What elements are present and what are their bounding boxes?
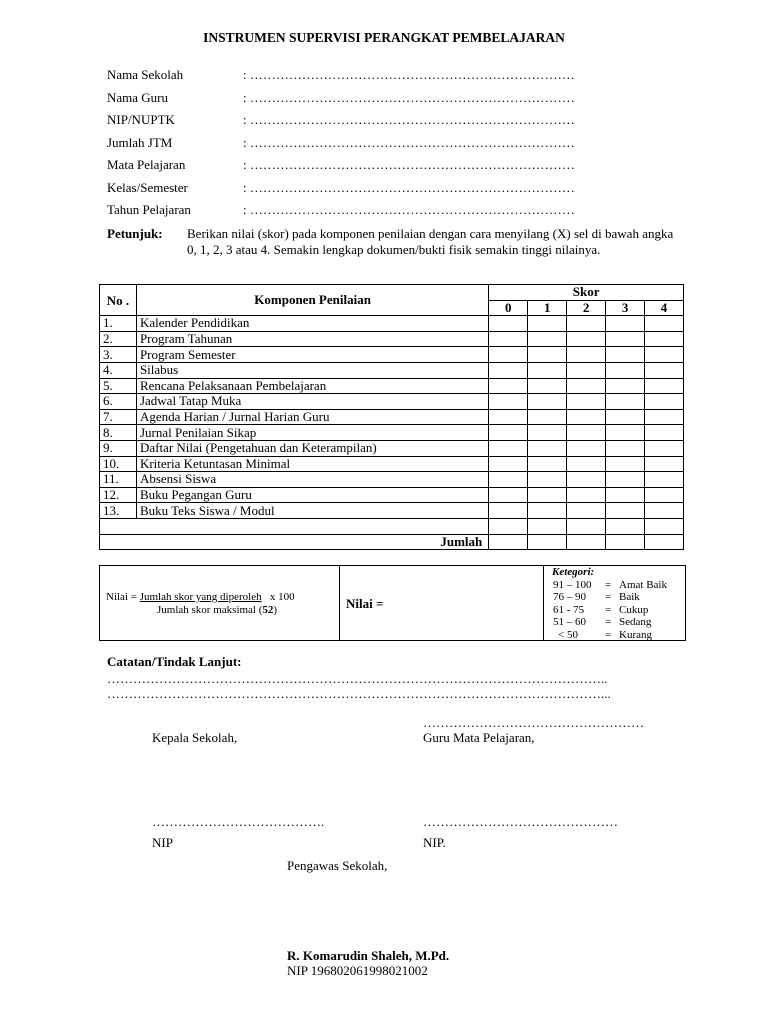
formula-prefix: Nilai =: [106, 591, 140, 603]
kategori-label: Cukup: [619, 603, 649, 616]
info-value[interactable]: : …………………………………………………………………: [243, 202, 575, 217]
table-row: [100, 394, 684, 410]
jumlah-cell[interactable]: [528, 534, 567, 550]
header-no: No .: [100, 285, 137, 316]
kategori-range: 91 – 100: [553, 578, 592, 591]
score-cell[interactable]: [489, 316, 528, 332]
score-cell[interactable]: [645, 362, 684, 378]
row-item: Buku Teks Siswa / Modul: [136, 503, 488, 519]
score-cell[interactable]: [528, 331, 567, 347]
score-cell[interactable]: [489, 487, 528, 503]
jumlah-cell[interactable]: [606, 534, 645, 550]
row-no: 13.: [100, 503, 137, 519]
table-row: [100, 378, 684, 394]
formula-numerator: Jumlah skor yang diperoleh: [139, 591, 262, 603]
score-cell[interactable]: [489, 503, 528, 519]
kategori-item: [552, 629, 667, 642]
petunjuk-text: Berikan nilai (skor) pada komponen penilaian dengan cara menyilang (X) sel di bawah angka 0, 1, 2, 3 atau 4. Semakin lengkap dokumen/bukti fisik semakin tinggi nilainya.: [187, 226, 674, 257]
assessment-table: [99, 284, 684, 550]
score-cell[interactable]: [567, 440, 606, 456]
kategori-eq: =: [605, 578, 612, 591]
kategori-label: Kurang: [619, 628, 652, 641]
table-row: [100, 316, 684, 332]
score-cell[interactable]: [489, 409, 528, 425]
score-cell[interactable]: [606, 362, 645, 378]
score-cell[interactable]: [606, 518, 645, 534]
row-no: 3.: [100, 347, 137, 363]
guru-mapel-label: Guru Mata Pelajaran,: [423, 730, 535, 745]
table-row-empty: [100, 518, 684, 534]
header-skor-2: 2: [567, 300, 606, 316]
row-no: 7.: [100, 409, 137, 425]
pengawas-name: R. Komarudin Shaleh, M.Pd.: [287, 948, 450, 963]
kategori-eq: =: [605, 616, 612, 628]
formula-multiplier: x 100: [269, 591, 295, 603]
info-value[interactable]: : …………………………………………………………………: [243, 134, 575, 150]
score-cell[interactable]: [489, 472, 528, 488]
score-cell[interactable]: [567, 394, 606, 410]
score-cell[interactable]: [567, 331, 606, 347]
formula-denominator-value: 52: [262, 604, 274, 616]
header-komponen: Komponen Penilaian: [136, 285, 488, 316]
table-row: [100, 456, 684, 472]
table-row: [100, 487, 684, 503]
header-skor: Skor: [489, 285, 684, 301]
table-row: [100, 425, 684, 441]
table-row-jumlah: [100, 534, 684, 550]
info-label: Jumlah JTM: [107, 134, 173, 150]
kategori-item: [552, 591, 667, 604]
row-no: 9.: [100, 440, 137, 456]
info-label: Kelas/Semester: [107, 179, 188, 195]
row-no: 2.: [100, 331, 137, 347]
score-cell[interactable]: [528, 362, 567, 378]
kepala-signature-line[interactable]: ………………………………….: [152, 814, 325, 829]
kategori-range: 51 – 60: [553, 616, 586, 628]
score-cell[interactable]: [645, 347, 684, 363]
guru-nip: NIP.: [423, 835, 446, 850]
kategori-title: Ketegori:: [552, 566, 595, 578]
score-cell[interactable]: [489, 378, 528, 394]
header-skor-3: 3: [606, 300, 645, 316]
info-row-jumlah-jtm: [107, 133, 575, 153]
kategori-range: < 50: [558, 628, 578, 641]
score-cell[interactable]: [528, 394, 567, 410]
info-value[interactable]: : …………………………………………………………………: [243, 89, 575, 105]
kategori-eq: =: [605, 628, 612, 641]
score-cell[interactable]: [606, 472, 645, 488]
row-no: 11.: [100, 472, 137, 488]
info-value[interactable]: : …………………………………………………………………: [243, 179, 575, 195]
score-cell[interactable]: [567, 347, 606, 363]
catatan-line-1[interactable]: ……………………………………………………………………………………………………..: [107, 671, 608, 686]
info-label: Nama Sekolah: [107, 67, 184, 82]
score-cell[interactable]: [606, 503, 645, 519]
info-row-nama-sekolah: [107, 65, 575, 85]
pengawas-label: Pengawas Sekolah,: [287, 858, 388, 873]
score-cell[interactable]: [645, 409, 684, 425]
score-cell[interactable]: [567, 362, 606, 378]
score-cell[interactable]: [645, 518, 684, 534]
row-item: Silabus: [136, 362, 488, 378]
score-cell[interactable]: [528, 378, 567, 394]
row-item: Daftar Nilai (Pengetahuan dan Keterampilan): [136, 440, 488, 456]
info-label: Mata Pelajaran: [107, 157, 186, 172]
row-item: Absensi Siswa: [136, 472, 488, 488]
table-row: [100, 503, 684, 519]
guru-signature-line[interactable]: ………………………………………: [423, 814, 618, 829]
score-cell[interactable]: [489, 362, 528, 378]
score-cell[interactable]: [489, 425, 528, 441]
score-cell[interactable]: [645, 425, 684, 441]
score-cell[interactable]: [567, 316, 606, 332]
row-no: 10.: [100, 456, 137, 472]
info-row-tahun-pelajaran: [107, 200, 575, 220]
score-cell[interactable]: [489, 440, 528, 456]
kategori-range: 61 - 75: [553, 603, 585, 616]
pengawas-nip: NIP 196802061998021002: [287, 963, 428, 978]
table-header-row: [100, 285, 684, 301]
score-cell[interactable]: [528, 347, 567, 363]
table-row: [100, 472, 684, 488]
score-cell[interactable]: [489, 347, 528, 363]
info-row-nama-guru: [107, 88, 575, 108]
score-cell[interactable]: [489, 331, 528, 347]
row-item: Kriteria Ketuntasan Minimal: [136, 456, 488, 472]
table-row: [100, 409, 684, 425]
info-label: Tahun Pelajaran: [107, 202, 191, 217]
info-row-mata-pelajaran: [107, 155, 575, 175]
score-cell[interactable]: [645, 394, 684, 410]
score-cell[interactable]: [528, 409, 567, 425]
score-cell[interactable]: [606, 409, 645, 425]
kategori-eq: =: [605, 603, 612, 616]
score-cell[interactable]: [489, 394, 528, 410]
nilai-formula: [106, 591, 295, 617]
formula-denominator-close: ): [273, 604, 278, 616]
score-cell[interactable]: [489, 518, 528, 534]
table-row: [100, 362, 684, 378]
formula-denominator: Jumlah skor maksimal (: [157, 604, 263, 616]
row-item: Program Tahunan: [136, 331, 488, 347]
score-cell[interactable]: [606, 487, 645, 503]
row-item: Agenda Harian / Jurnal Harian Guru: [136, 409, 488, 425]
score-cell[interactable]: [645, 378, 684, 394]
row-item: Buku Pegangan Guru: [136, 487, 488, 503]
score-cell[interactable]: [606, 425, 645, 441]
kategori-list: [552, 566, 667, 641]
divider: [543, 566, 544, 640]
row-no: 8.: [100, 425, 137, 441]
kepala-nip: NIP: [152, 835, 173, 850]
jumlah-cell[interactable]: [567, 534, 606, 550]
info-label: NIP/NUPTK: [107, 112, 175, 127]
score-cell[interactable]: [528, 425, 567, 441]
score-cell[interactable]: [645, 472, 684, 488]
score-cell[interactable]: [528, 456, 567, 472]
score-cell[interactable]: [606, 378, 645, 394]
table-row: [100, 331, 684, 347]
score-cell[interactable]: [528, 503, 567, 519]
score-cell[interactable]: [606, 440, 645, 456]
row-no: 1.: [100, 316, 137, 332]
header-skor-1: 1: [528, 300, 567, 316]
score-cell[interactable]: [606, 456, 645, 472]
jumlah-cell[interactable]: [645, 534, 684, 550]
empty-cell: [100, 518, 489, 534]
row-no: 12.: [100, 487, 137, 503]
nilai-box: [99, 565, 686, 641]
table-row: [100, 440, 684, 456]
score-cell[interactable]: [645, 503, 684, 519]
info-row-nip-nuptk: [107, 110, 575, 130]
header-skor-0: 0: [489, 300, 528, 316]
guru-dots-top: ……………………………………………: [423, 715, 644, 730]
document-title: INSTRUMEN SUPERVISI PERANGKAT PEMBELAJARAN: [203, 30, 565, 45]
score-cell[interactable]: [606, 347, 645, 363]
info-value[interactable]: : …………………………………………………………………: [243, 157, 575, 172]
score-cell[interactable]: [645, 456, 684, 472]
row-item: Kalender Pendidikan: [136, 316, 488, 332]
score-cell[interactable]: [567, 425, 606, 441]
header-skor-4: 4: [645, 300, 684, 316]
kategori-eq: =: [605, 591, 612, 603]
row-item: Jadwal Tatap Muka: [136, 394, 488, 410]
score-cell[interactable]: [567, 378, 606, 394]
jumlah-cell[interactable]: [489, 534, 528, 550]
score-cell[interactable]: [567, 487, 606, 503]
score-cell[interactable]: [567, 409, 606, 425]
row-no: 6.: [100, 394, 137, 410]
row-no: 4.: [100, 362, 137, 378]
info-value[interactable]: : …………………………………………………………………: [243, 67, 575, 82]
petunjuk-label: Petunjuk:: [107, 226, 163, 241]
score-cell[interactable]: [645, 440, 684, 456]
row-item: Rencana Pelaksanaan Pembelajaran: [136, 378, 488, 394]
kategori-label: Baik: [619, 591, 640, 603]
kategori-item: [552, 579, 667, 592]
score-cell[interactable]: [645, 316, 684, 332]
score-cell[interactable]: [528, 487, 567, 503]
info-row-kelas-semester: [107, 178, 575, 198]
kategori-label: Sedang: [619, 616, 652, 628]
score-cell[interactable]: [645, 331, 684, 347]
kategori-range: 76 – 90: [553, 591, 586, 603]
row-item: Program Semester: [136, 347, 488, 363]
score-cell[interactable]: [528, 440, 567, 456]
kategori-item: [552, 604, 667, 617]
score-cell[interactable]: [528, 316, 567, 332]
score-cell[interactable]: [606, 331, 645, 347]
score-cell[interactable]: [489, 456, 528, 472]
score-cell[interactable]: [567, 518, 606, 534]
table-row: [100, 347, 684, 363]
jumlah-label: Jumlah: [100, 534, 489, 550]
kepala-sekolah-label: Kepala Sekolah,: [152, 730, 238, 745]
divider: [339, 566, 340, 640]
row-item: Jurnal Penilaian Sikap: [136, 425, 488, 441]
score-cell[interactable]: [528, 518, 567, 534]
score-cell[interactable]: [567, 472, 606, 488]
score-cell[interactable]: [567, 503, 606, 519]
row-no: 5.: [100, 378, 137, 394]
score-cell[interactable]: [567, 456, 606, 472]
nilai-label: Nilai =: [346, 596, 384, 611]
catatan-label: Catatan/Tindak Lanjut:: [107, 654, 242, 669]
score-cell[interactable]: [606, 316, 645, 332]
score-cell[interactable]: [606, 394, 645, 410]
info-value[interactable]: : …………………………………………………………………: [243, 112, 575, 127]
kategori-label: Amat Baik: [619, 578, 667, 591]
catatan-line-2[interactable]: ……………………………………………………………………………………………………...: [107, 686, 611, 701]
score-cell[interactable]: [645, 487, 684, 503]
info-label: Nama Guru: [107, 89, 169, 105]
kategori-item: [552, 616, 667, 629]
score-cell[interactable]: [528, 472, 567, 488]
